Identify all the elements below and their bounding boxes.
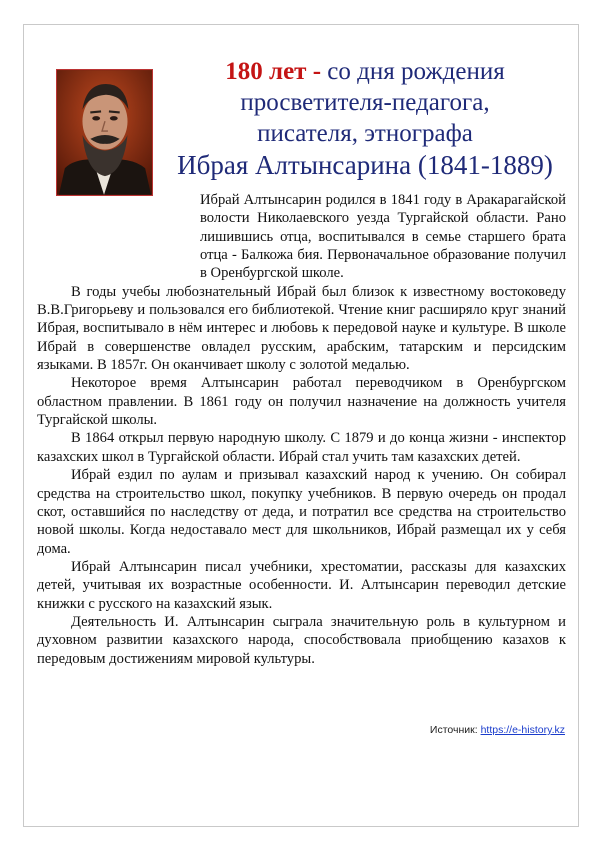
title-rest: со дня рождения xyxy=(327,58,505,85)
paragraph-7: Деятельность И. Алтынсарин сыграла значительную роль в культурном и духовном развитии казахского народа, способствовала приобщению казахов к передовым достижениям мировой культуры. xyxy=(37,613,566,667)
title-years: 180 лет xyxy=(225,58,307,85)
title-line-3: писателя, этнографа xyxy=(257,120,473,147)
title-line-2: просветителя-педагога, xyxy=(240,89,490,116)
paragraph-5: Ибрай ездил по аулам и призывал казахский народ к учению. Он собирал средства на строительство школ, покупку учебников. В первую очередь он продал скот, оставшийся по наследству от деда, и потратил все средства на строительство новой школы. Когда недоставало мест для школьников, Ибрай размещал их у себя дома. xyxy=(37,467,566,557)
source-line xyxy=(430,724,565,736)
source-label: Источник: xyxy=(429,724,478,736)
paragraph-3: Некоторое время Алтынсарин работал переводчиком в Оренбургском областном правлении. В 1861 году он получил назначение на должность учителя Тургайской школы. xyxy=(37,375,566,429)
paragraph-2: В годы учебы любознательный Ибрай был близок к известному востоковеду В.В.Григорьеву и пользовался его библиотекой. Чтение книг расширяло круг знаний Ибрая, воспитывало в нём интерес и любовь к передовой науке и культуре. В школе Ибрай в совершенстве овладел русским, арабским, татарским и персидским языками. В 1857г. Он оканчивает школу с золотой медалью. xyxy=(37,283,566,374)
portrait-image xyxy=(56,69,153,196)
article-body xyxy=(37,191,566,668)
page-title xyxy=(150,56,580,182)
paragraph-1: Ибрай Алтынсарин родился в 1841 году в Аракарагайской волости Николаевского уезда Тургайской области. Рано лишившись отца, воспитывался в семье старшего брата отца - Балкожа бия. Первоначальное образование получил в Оренбургской школе. xyxy=(200,192,566,282)
title-line-4: Ибрая Алтынсарина (1841-1889) xyxy=(177,150,553,180)
paragraph-4: В 1864 открыл первую народную школу. С 1879 и до конца жизни - инспектор казахских школ в Тургайской области. Ибрай стал учить там казахских детей. xyxy=(37,430,566,465)
paragraph-6: Ибрай Алтынсарин писал учебники, хрестоматии, рассказы для казахских детей, учитывая их возрастные особенности. И. Алтынсарин переводил детские книжки с русского на казахский язык. xyxy=(37,558,566,612)
source-link[interactable]: https://e-history.kz xyxy=(480,724,565,736)
title-dash: - xyxy=(312,58,322,85)
